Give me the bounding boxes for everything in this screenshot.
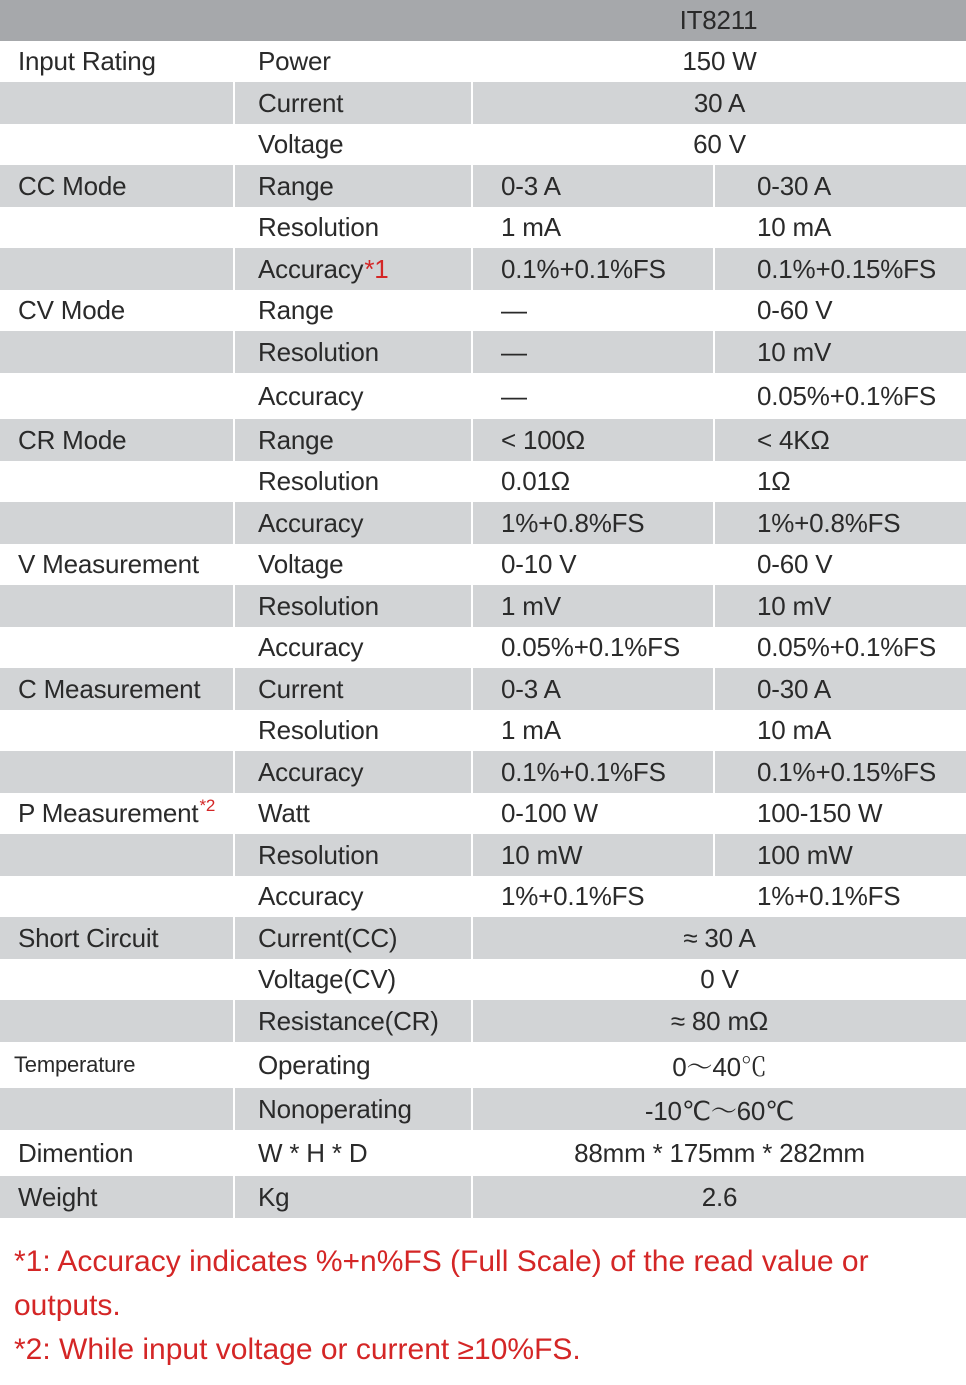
parameter-label: Resolution (258, 466, 379, 496)
value-cell-high-range: 10 mV (713, 585, 966, 627)
parameter-label: Resolution (258, 839, 379, 870)
parameter-label: Operating (258, 1049, 371, 1080)
parameter-cell (233, 1042, 471, 1088)
table-row (0, 959, 966, 1000)
value-cell-low-range: 1%+0.8%FS (471, 502, 713, 544)
parameter-cell (233, 1000, 471, 1042)
value-cell-high-range: 1%+0.1%FS (713, 876, 966, 917)
category-cell (0, 82, 233, 124)
category-cell (0, 207, 233, 248)
value-cell-low-range: 0.01Ω (471, 461, 713, 502)
value-cell-low-range: 1 mA (471, 207, 713, 248)
table-row (0, 1176, 966, 1218)
table-row (0, 461, 966, 502)
category-cell (0, 668, 233, 710)
value-cell: 0～40℃ (471, 1042, 966, 1088)
value-cell-low-range: — (471, 373, 713, 419)
value-cell-low-range: 10 mW (471, 834, 713, 876)
parameter-label: Nonoperating (258, 1093, 412, 1124)
category-label: V Measurement (18, 549, 199, 579)
value-cell-high-range: 100-150 W (713, 793, 966, 834)
value-cell-low-range: — (471, 331, 713, 373)
value-cell-high-range: 0.05%+0.1%FS (713, 627, 966, 668)
value-cell-low-range: 0-10 V (471, 544, 713, 585)
value-cell-low-range: 0-3 A (471, 165, 713, 207)
value-cell: ≈ 80 mΩ (471, 1000, 966, 1042)
value-cell-low-range: 1 mV (471, 585, 713, 627)
table-body (0, 41, 966, 1218)
parameter-cell (233, 917, 471, 959)
table-header-row (0, 0, 966, 41)
parameter-label: Accuracy (258, 632, 364, 662)
value-cell-low-range: 1 mA (471, 710, 713, 751)
parameter-label: Accuracy (258, 507, 364, 538)
category-cell (0, 1000, 233, 1042)
parameter-cell (233, 1088, 471, 1130)
table-row (0, 544, 966, 585)
category-cell (0, 331, 233, 373)
parameter-cell (233, 710, 471, 751)
value-cell-low-range: 1%+0.1%FS (471, 876, 713, 917)
value-cell: 0 V (471, 959, 966, 1000)
value-cell-high-range: 0-60 V (713, 544, 966, 585)
parameter-label: Resolution (258, 715, 379, 745)
category-label: CR Mode (18, 424, 127, 455)
category-cell (0, 1042, 233, 1088)
value-cell: 30 A (471, 82, 966, 124)
value-cell-high-range: 0.1%+0.15%FS (713, 248, 966, 290)
footnotes (14, 1240, 959, 1372)
category-cell (0, 544, 233, 585)
value-cell-low-range: 0.1%+0.1%FS (471, 751, 713, 793)
parameter-label: Current (258, 87, 344, 118)
table-row (0, 1000, 966, 1042)
category-cell (0, 165, 233, 207)
category-cell (0, 124, 233, 165)
parameter-label: Resistance(CR) (258, 1005, 439, 1036)
parameter-cell (233, 248, 471, 290)
parameter-cell (233, 668, 471, 710)
table-row (0, 207, 966, 248)
parameter-label: Accuracy (258, 380, 364, 411)
table-row (0, 1088, 966, 1130)
table-row (0, 668, 966, 710)
category-cell (0, 627, 233, 668)
category-cell (0, 917, 233, 959)
category-cell (0, 834, 233, 876)
parameter-cell (233, 207, 471, 248)
table-row (0, 165, 966, 207)
parameter-cell (233, 1176, 471, 1218)
category-cell (0, 1088, 233, 1130)
footnote-1: *1: Accuracy indicates %+n%FS (Full Scale) of the read value or outputs. (14, 1245, 869, 1322)
category-cell (0, 876, 233, 917)
category-cell (0, 751, 233, 793)
table-row (0, 373, 966, 419)
parameter-cell (233, 544, 471, 585)
value-cell: 60 V (471, 124, 966, 165)
parameter-cell (233, 419, 471, 461)
table-row (0, 876, 966, 917)
parameter-cell (233, 331, 471, 373)
table-row (0, 585, 966, 627)
footnote-marker: *1 (364, 253, 389, 284)
parameter-label: Accuracy (258, 881, 364, 911)
parameter-cell (233, 959, 471, 1000)
category-cell (0, 461, 233, 502)
parameter-cell (233, 290, 471, 331)
value-cell: 88mm * 175mm * 282mm (471, 1130, 966, 1176)
category-cell (0, 959, 233, 1000)
value-cell-high-range: 1%+0.8%FS (713, 502, 966, 544)
value-cell-low-range: 0-100 W (471, 793, 713, 834)
table-row (0, 793, 966, 834)
value-cell: 2.6 (471, 1176, 966, 1218)
category-label: P Measurement (18, 798, 199, 828)
value-cell-high-range: 0-60 V (713, 290, 966, 331)
category-label: Input Rating (18, 46, 156, 76)
table-row (0, 1130, 966, 1176)
value-cell-high-range: 1Ω (713, 461, 966, 502)
footnote-marker: *2 (199, 795, 216, 815)
value-cell-low-range: < 100Ω (471, 419, 713, 461)
category-cell (0, 793, 233, 834)
parameter-label: Accuracy (258, 253, 364, 284)
parameter-cell (233, 165, 471, 207)
category-label: CV Mode (18, 295, 125, 325)
category-cell (0, 373, 233, 419)
table-row (0, 1042, 966, 1088)
parameter-cell (233, 585, 471, 627)
parameter-cell (233, 373, 471, 419)
parameter-label: Range (258, 424, 334, 455)
parameter-label: Range (258, 170, 334, 201)
value-cell-low-range: 0-3 A (471, 668, 713, 710)
category-label: C Measurement (18, 673, 201, 704)
parameter-cell (233, 82, 471, 124)
category-cell (0, 585, 233, 627)
parameter-label: Resolution (258, 590, 379, 621)
table-row (0, 290, 966, 331)
footnote-2: *2: While input voltage or current ≥10%FS. (14, 1333, 581, 1366)
parameter-label: Voltage(CV) (258, 964, 396, 994)
parameter-label: Voltage (258, 129, 344, 159)
parameter-cell (233, 751, 471, 793)
category-cell (0, 1176, 233, 1218)
parameter-cell (233, 461, 471, 502)
table-row (0, 41, 966, 82)
table-row (0, 82, 966, 124)
parameter-cell (233, 124, 471, 165)
table-row (0, 502, 966, 544)
category-cell (0, 290, 233, 331)
category-label: Weight (18, 1181, 98, 1212)
value-cell-high-range: 0.05%+0.1%FS (713, 373, 966, 419)
table-row (0, 834, 966, 876)
parameter-label: Resolution (258, 212, 379, 242)
parameter-label: Current (258, 673, 344, 704)
parameter-cell (233, 502, 471, 544)
parameter-label: Kg (258, 1181, 290, 1212)
category-label: Dimention (18, 1137, 134, 1168)
value-cell-high-range: 10 mV (713, 331, 966, 373)
parameter-cell (233, 41, 471, 82)
parameter-label: Accuracy (258, 756, 364, 787)
value-cell-low-range: — (471, 290, 713, 331)
value-cell: -10℃～60℃ (471, 1088, 966, 1130)
parameter-label: Range (258, 295, 334, 325)
parameter-label: Voltage (258, 549, 344, 579)
parameter-cell (233, 1130, 471, 1176)
category-label: Short Circuit (18, 922, 159, 953)
value-cell-high-range: 0-30 A (713, 165, 966, 207)
table-row (0, 627, 966, 668)
model-name: IT8211 (679, 5, 758, 35)
category-cell (0, 248, 233, 290)
value-cell-high-range: < 4KΩ (713, 419, 966, 461)
value-cell: ≈ 30 A (471, 917, 966, 959)
value-cell-high-range: 0.1%+0.15%FS (713, 751, 966, 793)
table-row (0, 751, 966, 793)
parameter-cell (233, 876, 471, 917)
category-cell (0, 502, 233, 544)
parameter-label: Resolution (258, 336, 379, 367)
header-blank-cell (233, 0, 471, 41)
category-cell (0, 41, 233, 82)
category-cell (0, 1130, 233, 1176)
table-row (0, 917, 966, 959)
parameter-label: W * H * D (258, 1137, 368, 1168)
header-blank-cell (0, 0, 233, 41)
table-row (0, 419, 966, 461)
table-row (0, 124, 966, 165)
category-cell (0, 710, 233, 751)
category-label: CC Mode (18, 170, 127, 201)
parameter-cell (233, 834, 471, 876)
parameter-label: Current(CC) (258, 922, 398, 953)
value-cell-high-range: 100 mW (713, 834, 966, 876)
value-cell-high-range: 0-30 A (713, 668, 966, 710)
table-row (0, 248, 966, 290)
category-cell (0, 419, 233, 461)
parameter-label: Watt (258, 798, 310, 828)
value-cell-low-range: 0.1%+0.1%FS (471, 248, 713, 290)
parameter-cell (233, 627, 471, 668)
category-label: Temperature (14, 1052, 136, 1077)
value-cell-high-range: 10 mA (713, 207, 966, 248)
value-cell: 150 W (471, 41, 966, 82)
table-row (0, 710, 966, 751)
parameter-label: Power (258, 46, 331, 76)
parameter-cell (233, 793, 471, 834)
value-cell-high-range: 10 mA (713, 710, 966, 751)
value-cell-low-range: 0.05%+0.1%FS (471, 627, 713, 668)
table-row (0, 331, 966, 373)
